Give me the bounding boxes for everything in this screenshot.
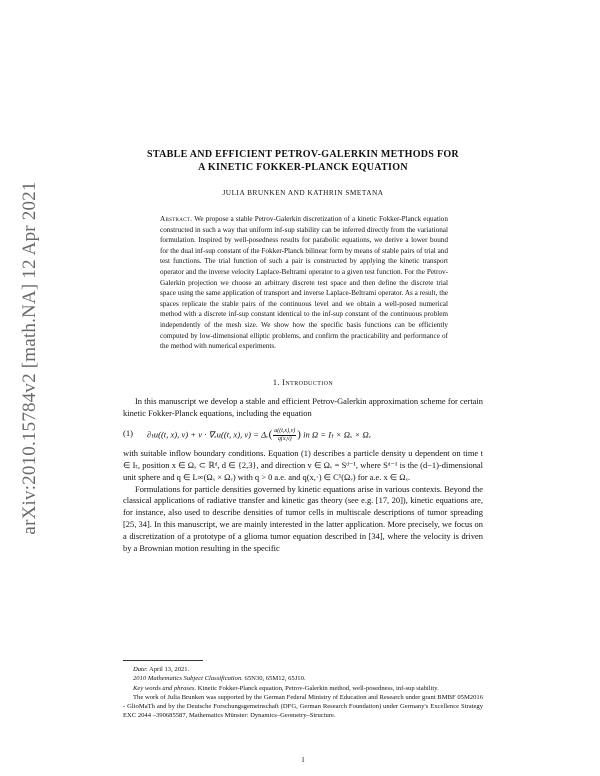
paper-title bbox=[123, 148, 483, 174]
footnote-msc-value: 65N30, 65M12, 65J10. bbox=[242, 675, 306, 683]
equation-1 bbox=[123, 422, 483, 446]
footnote-date-label: Date bbox=[133, 666, 146, 673]
footnote-date bbox=[123, 665, 483, 674]
arxiv-sidebar bbox=[16, 88, 44, 628]
abstract bbox=[160, 214, 448, 352]
footnote-msc bbox=[123, 674, 483, 683]
equation-label: (1) bbox=[123, 427, 134, 438]
footnote-divider bbox=[123, 660, 203, 661]
equation-denominator: q(x,v) bbox=[277, 435, 292, 442]
footnote-keywords-value: Kinetic Fokker-Planck equation, Petrov-Galerkin method, well-posedness, inf-sup stability. bbox=[196, 684, 439, 692]
footnote-funding: The work of Julia Brunken was supported by the German Federal Ministry of Education and Research under grant BMBF 05M2016 - GlioMaTh and by the Deutsche Forschungsgemeinschaft (DFG, German Research Foundation) under Germany's Excellence Strategy EXC 2044 –390685587, Mathematics Münster: Dynamics–Geometry–Structure. bbox=[123, 693, 483, 720]
footnote-keywords-label: Key words and phrases. bbox=[133, 684, 197, 692]
abstract-text: We propose a stable Petrov-Galerkin discretization of a kinetic Fokker-Planck equation constructed in such a way that uniform inf-sup stability can be inferred directly from the variational formulation. Inspired by well-posedness results for parabolic equations, we derive a lower bound for the dual inf-sup constant of the Fokker-Planck bilinear form by means of stable pairs of trial and test functions. The trial function of such a pair is constructed by applying the kinetic transport operator and the inverse velocity Laplace-Beltrami operator to a given test function. For the Petrov-Galerkin projection we choose an arbitrary discrete test space and then define the discrete trial space using the same application of transport and inverse Laplace-Beltrami operator. As a result, the spaces replicate the stable pairs of the continuous level and we obtain a well-posed numerical method with a discrete inf-sup constant identical to the inf-sup constant of the continuous problem independently of the mesh size. We show how the specific basis functions can be efficiently computed by low-dimensional elliptic problems, and confirm the practicability and performance of the method with numerical experiments. bbox=[160, 215, 448, 351]
footnote-msc-label: 2010 Mathematics Subject Classification. bbox=[133, 675, 243, 683]
title-line-1: STABLE AND EFFICIENT PETROV-GALERKIN METHODS FOR bbox=[147, 149, 459, 160]
equation-numerator: u((t,x),v) bbox=[274, 427, 296, 434]
equation-fraction bbox=[273, 428, 296, 443]
footnotes bbox=[123, 665, 483, 721]
paper-authors: JULIA BRUNKEN AND KATHRIN SMETANA bbox=[222, 188, 384, 197]
introduction-body bbox=[123, 396, 483, 555]
intro-paragraph-1: In this manuscript we develop a stable and efficient Petrov-Galerkin approximation scheme for certain kinetic Fokker-Planck equations, including the equation bbox=[123, 396, 483, 418]
equation-body: ∂ₜu((t, x), v) + v · ∇ₓu((t, x), v) = Δᵥ( $\frac{u((t,x),v)}{q(x,v)}$ ) in Ω = Iₜ × Ωₓ × Ωᵥ bbox=[147, 427, 372, 442]
intro-paragraph-2: with suitable inflow boundary conditions. Equation (1) describes a particle density u dependent on time t ∈ Iₜ, position x ∈ Ωₓ ⊂ ℝᵈ, d ∈ {2,3}, and direction v ∈ Ωᵥ = Sᵈ⁻¹, where Sᵈ⁻¹ is the (d−1)-dimensional unit sphere and q ∈ L∞(Ωₓ × Ωᵥ) with q > 0 a.e. and q(x,·) ∈ C¹(Ωᵥ) for a.e. x ∈ Ωₓ. bbox=[123, 447, 483, 482]
equation-lhs: ∂ₜu((t, x), v) + v · ∇ₓu((t, x), v) = Δᵥ bbox=[147, 429, 269, 440]
equation-rhs: in Ω = Iₜ × Ωₓ × Ωᵥ bbox=[300, 429, 372, 440]
section-title: Introduction bbox=[282, 378, 334, 387]
arxiv-identifier: arXiv:2010.15784v2 [math.NA] 12 Apr 2021 bbox=[19, 181, 40, 535]
section-heading bbox=[123, 378, 483, 387]
footnote-keywords bbox=[123, 684, 483, 693]
footnote-date-value: : April 13, 2021. bbox=[145, 666, 190, 673]
page-number: 1 bbox=[301, 755, 305, 764]
title-line-2: A KINETIC FOKKER-PLANCK EQUATION bbox=[198, 162, 408, 173]
intro-paragraph-3: Formulations for particle densities governed by kinetic equations arise in various contexts. Beyond the classical applications of radiative transfer and kinetic gas theory (see e.g. [17, 20]), kinetic equations are, for instance, also used to describe densities of tumor cells in multiscale descriptions of tumor spreading [25, 34]. In this manuscript, we are mainly interested in the latter application. More precisely, we focus on a discretization of a prototype of a glioma tumor equation described in [34], where the velocity is driven by a Brownian motion resulting in the specific bbox=[123, 483, 483, 554]
section-number: 1. bbox=[272, 378, 280, 387]
abstract-label: Abstract. bbox=[160, 215, 193, 223]
